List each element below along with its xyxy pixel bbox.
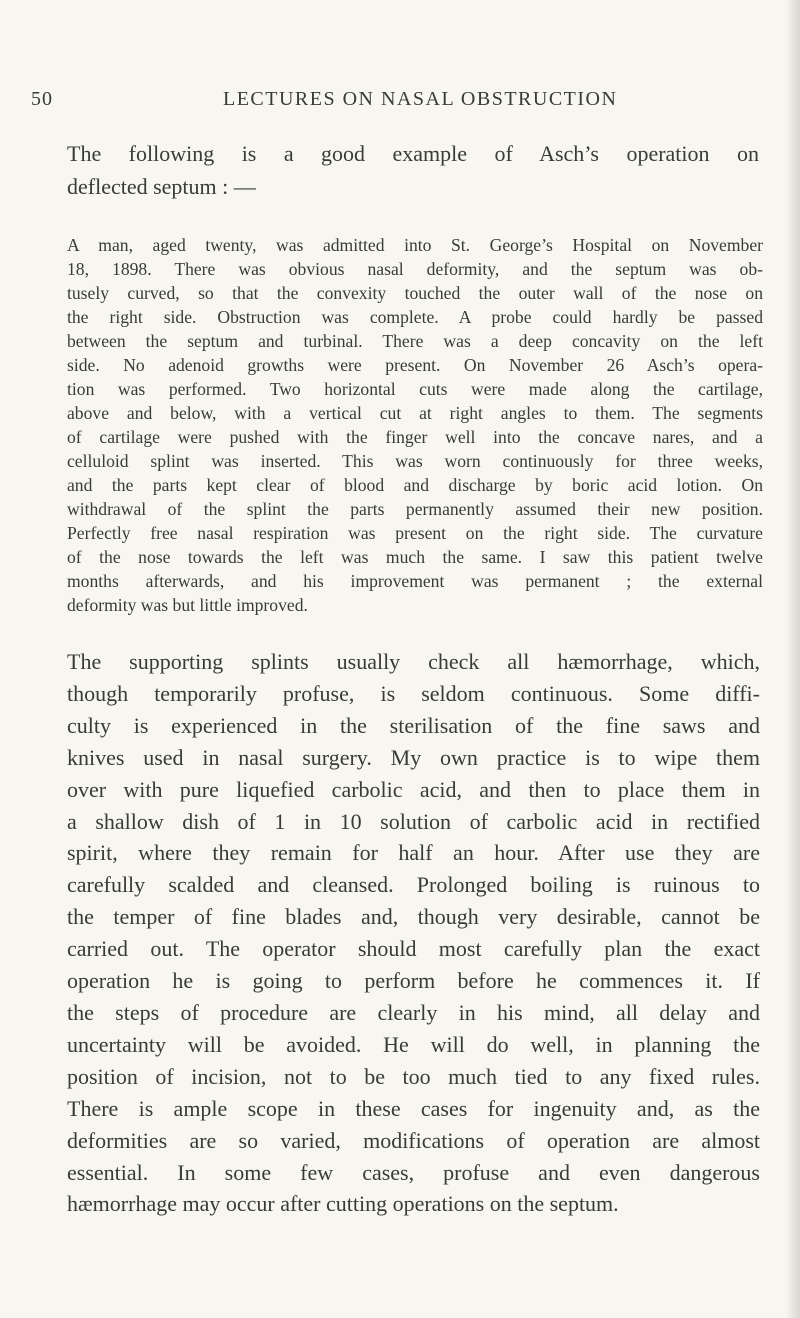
text-line: the right side. Obstruction was complete. A probe could hardly be passed: [67, 307, 763, 327]
text-line: of cartilage were pushed with the finger well into the concave nares, and a: [67, 427, 763, 447]
running-head-title: LECTURES ON NASAL OBSTRUCTION: [223, 88, 618, 110]
text-line: and the parts kept clear of blood and discharge by boric acid lotion. On: [67, 475, 763, 495]
text-line: a shallow dish of 1 in 10 solution of carbolic acid in rectified: [67, 808, 760, 834]
text-line: withdrawal of the splint the parts permanently assumed their new position.: [67, 499, 763, 519]
text-line: deformity was but little improved.: [67, 595, 308, 615]
text-line: over with pure liquefied carbolic acid, and then to place them in: [67, 776, 760, 802]
text-line: 18, 1898. There was obvious nasal deformity, and the septum was ob-: [67, 259, 763, 279]
text-line: tion was performed. Two horizontal cuts were made along the cartilage,: [67, 379, 763, 399]
intro-paragraph: [67, 137, 759, 203]
text-line: months afterwards, and his improvement was permanent ; the external: [67, 571, 763, 591]
running-head: [31, 88, 771, 118]
text-line: spirit, where they remain for half an hour. After use they are: [67, 840, 760, 866]
text-line: uncertainty will be avoided. He will do well, in planning the: [67, 1031, 760, 1057]
text-line: above and below, with a vertical cut at right angles to them. The segments: [67, 403, 763, 423]
page-edge-shadow: [786, 0, 800, 1318]
text-line: deflected septum : —: [67, 174, 256, 199]
text-line: carried out. The operator should most carefully plan the exact: [67, 936, 760, 962]
text-line: side. No adenoid growths were present. On November 26 Asch’s opera-: [67, 355, 763, 375]
text-line: operation he is going to perform before he commences it. If: [67, 968, 760, 994]
text-line: carefully scalded and cleansed. Prolonged boiling is ruinous to: [67, 872, 760, 898]
text-line: between the septum and turbinal. There was a deep concavity on the left: [67, 331, 763, 351]
page-number: 50: [31, 88, 53, 110]
text-line: though temporarily profuse, is seldom continuous. Some diffi-: [67, 680, 760, 706]
text-line: A man, aged twenty, was admitted into St. George’s Hospital on November: [67, 235, 763, 255]
text-line: tusely curved, so that the convexity touched the outer wall of the nose on: [67, 283, 763, 303]
text-line: The supporting splints usually check all hæmorrhage, which,: [67, 649, 760, 674]
text-line: culty is experienced in the sterilisation of the fine saws and: [67, 712, 760, 738]
text-line: The following is a good example of Asch’s operation on: [67, 141, 759, 166]
text-line: the steps of procedure are clearly in his mind, all delay and: [67, 999, 760, 1025]
case-report-paragraph: [67, 233, 763, 617]
text-line: hæmorrhage may occur after cutting operations on the septum.: [67, 1191, 619, 1217]
text-line: There is ample scope in these cases for ingenuity and, as the: [67, 1095, 760, 1121]
main-paragraph: [67, 646, 760, 1220]
text-line: essential. In some few cases, profuse and even dangerous: [67, 1159, 760, 1185]
text-line: knives used in nasal surgery. My own practice is to wipe them: [67, 744, 760, 770]
text-line: Perfectly free nasal respiration was present on the right side. The curvature: [67, 523, 763, 543]
text-line: position of incision, not to be too much tied to any fixed rules.: [67, 1063, 760, 1089]
text-line: celluloid splint was inserted. This was worn continuously for three weeks,: [67, 451, 763, 471]
text-line: deformities are so varied, modifications of operation are almost: [67, 1127, 760, 1153]
text-line: of the nose towards the left was much the same. I saw this patient twelve: [67, 547, 763, 567]
text-line: the temper of fine blades and, though very desirable, cannot be: [67, 904, 760, 930]
